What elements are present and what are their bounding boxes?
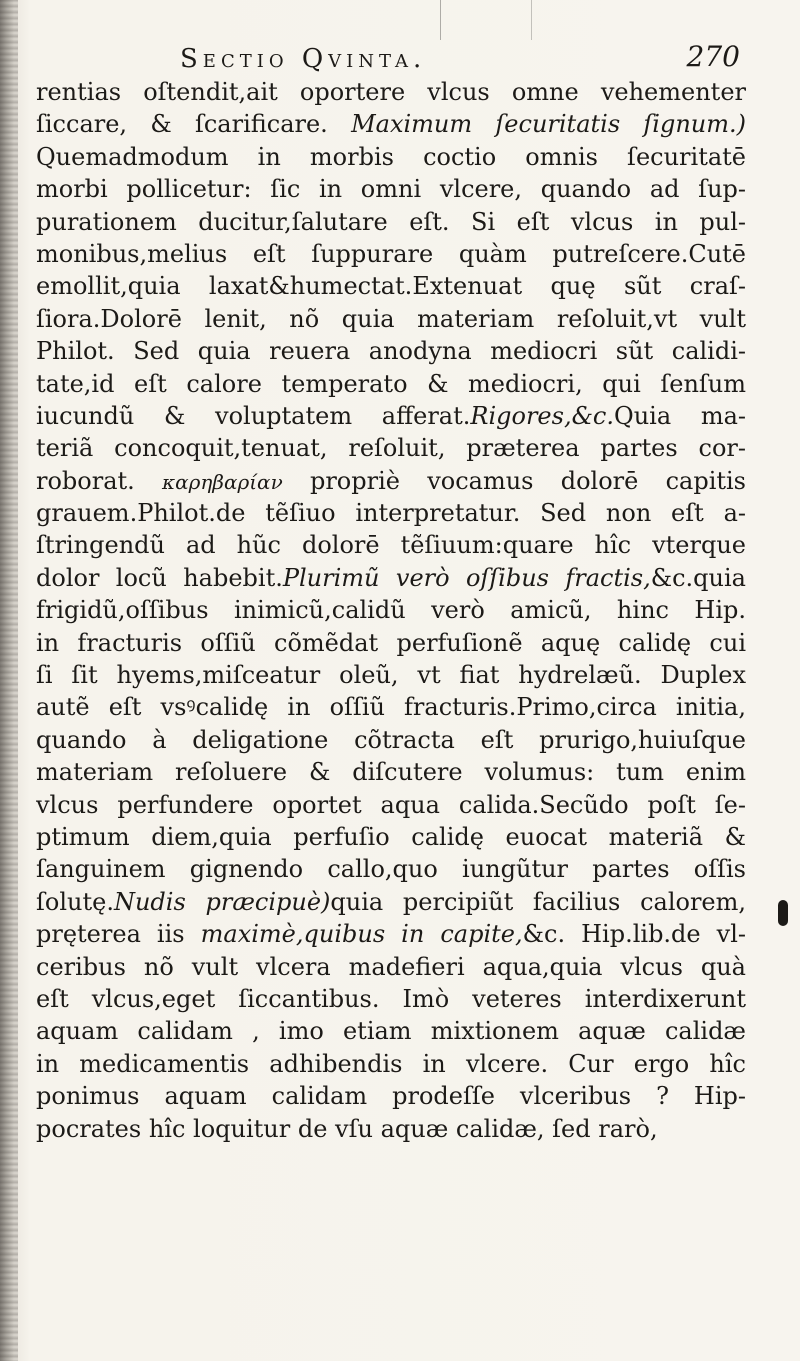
- text-line: [36, 1015, 746, 1047]
- text-segment: aquam calidam , imo etiam mixtionem aquæ calidæ: [36, 1017, 746, 1046]
- text-segment: frigidũ,oſſibus inimicũ,calidũ verò amicũ, hinc Hip.: [36, 596, 746, 625]
- text-segment: Quemadmodum in morbis coctio omnis ſecuritatē: [36, 142, 746, 171]
- text-segment: quando à deligatione cõtracta eſt prurigo,huiuſque: [36, 725, 746, 754]
- text-segment: ſanguinem gignendo callo,quo iungũtur partes oſſis: [36, 855, 746, 884]
- text-segment: purationem ducitur,ſalutare eſt. Si eſt vlcus in pul-: [36, 207, 746, 236]
- text-segment: ſi ſit hyems,miſceatur oleũ, vt fiat hydrelæũ. Duplex: [36, 661, 746, 690]
- text-segment: propriè vocamus dolorē capitis: [282, 466, 746, 495]
- text-line: [36, 1048, 746, 1080]
- running-head: Sectio Qvinta.: [180, 44, 427, 74]
- text-line: [36, 627, 746, 659]
- text-segment: roborat.: [36, 466, 163, 495]
- text-segment: &c.quia: [650, 563, 746, 592]
- text-line: [36, 497, 746, 529]
- text-line: [36, 983, 746, 1015]
- pencil-marks: [440, 0, 532, 40]
- text-line: [36, 1080, 746, 1112]
- text-line: [36, 659, 746, 691]
- text-line: [36, 141, 746, 173]
- italic-lemma: Maximum ſecuritatis ſignum.): [351, 110, 746, 139]
- text-line: [36, 432, 746, 464]
- text-line: [36, 303, 746, 335]
- text-segment: in fracturis oſſiũ cõmẽdat perfuſionẽ aquę calidę cui: [36, 628, 746, 657]
- text-segment: quia percipiũt facilius calorem,: [330, 887, 746, 916]
- text-line: [36, 108, 746, 140]
- text-segment: Quia ma-: [614, 401, 746, 430]
- text-segment: grauem.Philot.de tẽſiuo interpretatur. Sed non eſt a-: [36, 499, 746, 528]
- text-segment: autẽ eſt vsꝰcalidę in oſſiũ fracturis.Primo,circa initia,: [36, 693, 746, 722]
- text-segment: &c. Hip.lib.de vl-: [522, 920, 746, 949]
- text-segment: iucundũ & voluptatem afferat.: [36, 401, 471, 430]
- text-line: [36, 335, 746, 367]
- text-line: [36, 821, 746, 853]
- text-segment: dolor locũ habebit.: [36, 563, 283, 592]
- greek-word: καρηβαρίαν: [162, 469, 283, 494]
- text-segment: ſiora.Dolorē lenit, nõ quia materiam reſoluit,vt vult: [36, 304, 746, 333]
- text-segment: monibus,melius eſt ſuppurare quàm putreſcere.Cutē: [36, 239, 746, 268]
- text-segment: tate,id eſt calore temperato & mediocri, qui ſenſum: [36, 369, 746, 398]
- text-line: [36, 724, 746, 756]
- text-segment: prętereа iis: [36, 920, 201, 949]
- text-segment: morbi pollicetur: ſic in omni vlcere, quando ad ſup-: [36, 175, 746, 204]
- text-line: [36, 691, 746, 723]
- italic-lemma: Rigores,&c.: [470, 401, 615, 430]
- text-segment: emollit,quia laxat&humectat.Extenuat quę sũt craſ-: [36, 272, 746, 301]
- text-line: [36, 270, 746, 302]
- italic-lemma: Plurimũ verò oſſibus fractis,: [282, 563, 651, 592]
- margin-ink-mark: [778, 900, 788, 926]
- body-text: [36, 76, 746, 1145]
- text-line: [36, 368, 746, 400]
- text-line: [36, 886, 746, 918]
- text-line: [36, 1113, 746, 1145]
- page-number: 270: [686, 40, 740, 73]
- text-segment: eſt vlcus,eget ſiccantibus. Imò veteres interdixerunt: [36, 984, 746, 1013]
- text-segment: materiam reſoluere & diſcutere volumus: tum enim: [36, 758, 746, 787]
- text-segment: ſiccare, & ſcarificare.: [36, 110, 352, 139]
- text-line: [36, 206, 746, 238]
- text-segment: vlcus perfundere oportet aqua calida.Secũdo poſt ſe-: [36, 790, 746, 819]
- text-segment: ſtringendũ ad hũc dolorē tẽſiuum:quare hîc vterque: [36, 531, 746, 560]
- italic-lemma: maximè,quibus in capite,: [200, 920, 523, 949]
- text-segment: ceribus nõ vult vlcera madefieri aqua,quia vlcus quà: [36, 952, 746, 981]
- text-line: [36, 400, 746, 432]
- text-line: [36, 529, 746, 561]
- text-segment: pocrates hîc loquitur de vſu aquæ calidæ, ſed rarò,: [36, 1114, 658, 1143]
- text-line: [36, 789, 746, 821]
- text-segment: in medicamentis adhibendis in vlcere. Cur ergo hîc: [36, 1049, 746, 1078]
- text-line: [36, 918, 746, 950]
- text-line: [36, 238, 746, 270]
- text-segment: Philot. Sed quia reuera anodyna mediocri sũt calidi-: [36, 337, 746, 366]
- text-segment: rentias oſtendit,ait oportere vlcus omne vehementer: [36, 78, 746, 106]
- text-line: [36, 76, 746, 108]
- text-segment: teriã concoquit,tenuat, reſoluit, præterea partes cor-: [36, 434, 746, 463]
- binding-gutter: [0, 0, 18, 1361]
- text-line: [36, 173, 746, 205]
- text-segment: ſolutę.: [36, 887, 114, 916]
- text-line: [36, 853, 746, 885]
- text-line: [36, 562, 746, 594]
- text-segment: ponimus aquam calidam prodeſſe vlceribus ? Hip-: [36, 1082, 746, 1111]
- text-line: [36, 465, 746, 497]
- text-line: [36, 951, 746, 983]
- italic-lemma: Nudis præcipuè): [113, 887, 331, 916]
- text-line: [36, 756, 746, 788]
- text-line: [36, 594, 746, 626]
- text-segment: ptimum diem,quia perfuſio calidę euocat materiã &: [36, 822, 746, 851]
